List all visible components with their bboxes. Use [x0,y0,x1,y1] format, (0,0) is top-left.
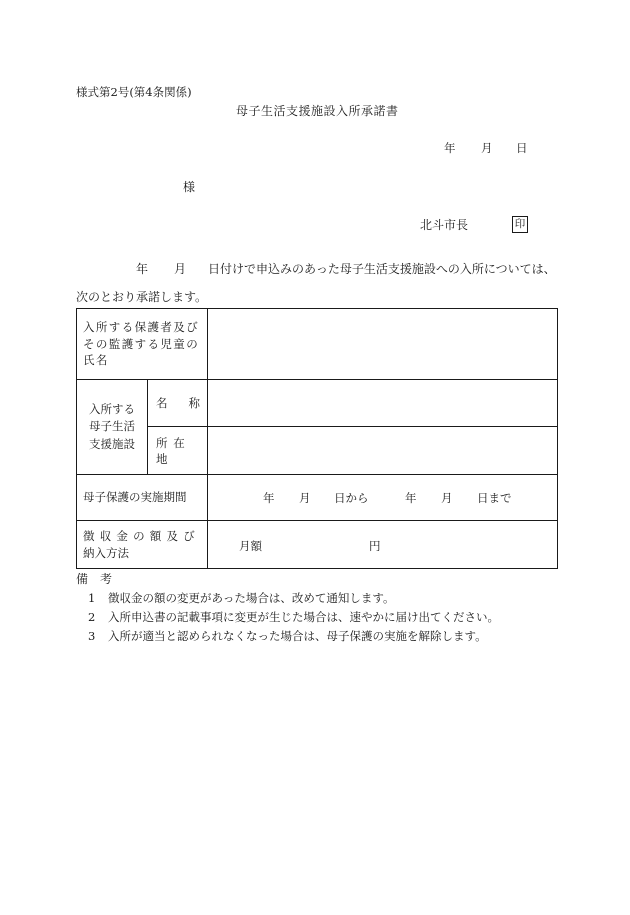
guardian-label: 入所する保護者及びその監護する児童の氏名 [77,309,208,380]
body-text-line1: 日付けで申込みのあった母子生活支援施設への入所については、 [208,262,556,276]
facility-address-value-field[interactable] [208,427,558,475]
remark-item: 2 入所申込書の記載事項に変更が生じた場合は、速やかに届け出てください。 [88,610,499,624]
period-from-month: 月 [299,491,311,505]
form-number: 様式第2号(第4条関係) [76,85,192,99]
date-day-label: 日 [516,141,528,155]
addressee-suffix: 様 [183,180,196,194]
remarks-heading: 備 考 [76,572,113,586]
period-row [77,475,558,521]
fee-yen-label: 円 [369,539,381,553]
seal-mark: 印 [512,216,528,233]
guardian-row [77,309,558,380]
fee-row [77,521,558,569]
period-value-field[interactable] [208,475,558,521]
fee-monthly-label: 月額 [239,539,262,553]
period-from-day: 日から [334,491,369,505]
body-month-label: 月 [174,262,187,276]
guardian-value-field[interactable] [208,309,558,380]
approval-table [76,308,558,569]
facility-address-label: 所在地 [148,427,208,475]
fee-value-field[interactable] [208,521,558,569]
date-year-label: 年 [444,141,456,155]
document-title: 母子生活支援施設入所承諾書 [236,104,399,118]
period-label: 母子保護の実施期間 [77,475,208,521]
facility-address-row [77,427,558,475]
period-to-month: 月 [441,491,453,505]
date-month-label: 月 [481,141,493,155]
facility-name-value-field[interactable] [208,380,558,427]
period-to-day: 日まで [477,491,512,505]
body-year-label: 年 [136,262,149,276]
remark-item: 3 入所が適当と認められなくなった場合は、母子保護の実施を解除します。 [88,629,487,643]
remark-item: 1 徴収金の額の変更があった場合は、改めて通知します。 [88,591,395,605]
facility-name-label: 名 称 [148,380,208,427]
issuer-name: 北斗市長 [420,218,469,232]
period-to-year: 年 [405,491,417,505]
body-text-line2: 次のとおり承諾します。 [76,290,208,304]
period-from-year: 年 [263,491,275,505]
fee-label: 徴収金の額及び 納入方法 [77,521,208,569]
facility-group-label: 入所する 母子生活 支援施設 [77,380,148,475]
facility-name-row [77,380,558,427]
